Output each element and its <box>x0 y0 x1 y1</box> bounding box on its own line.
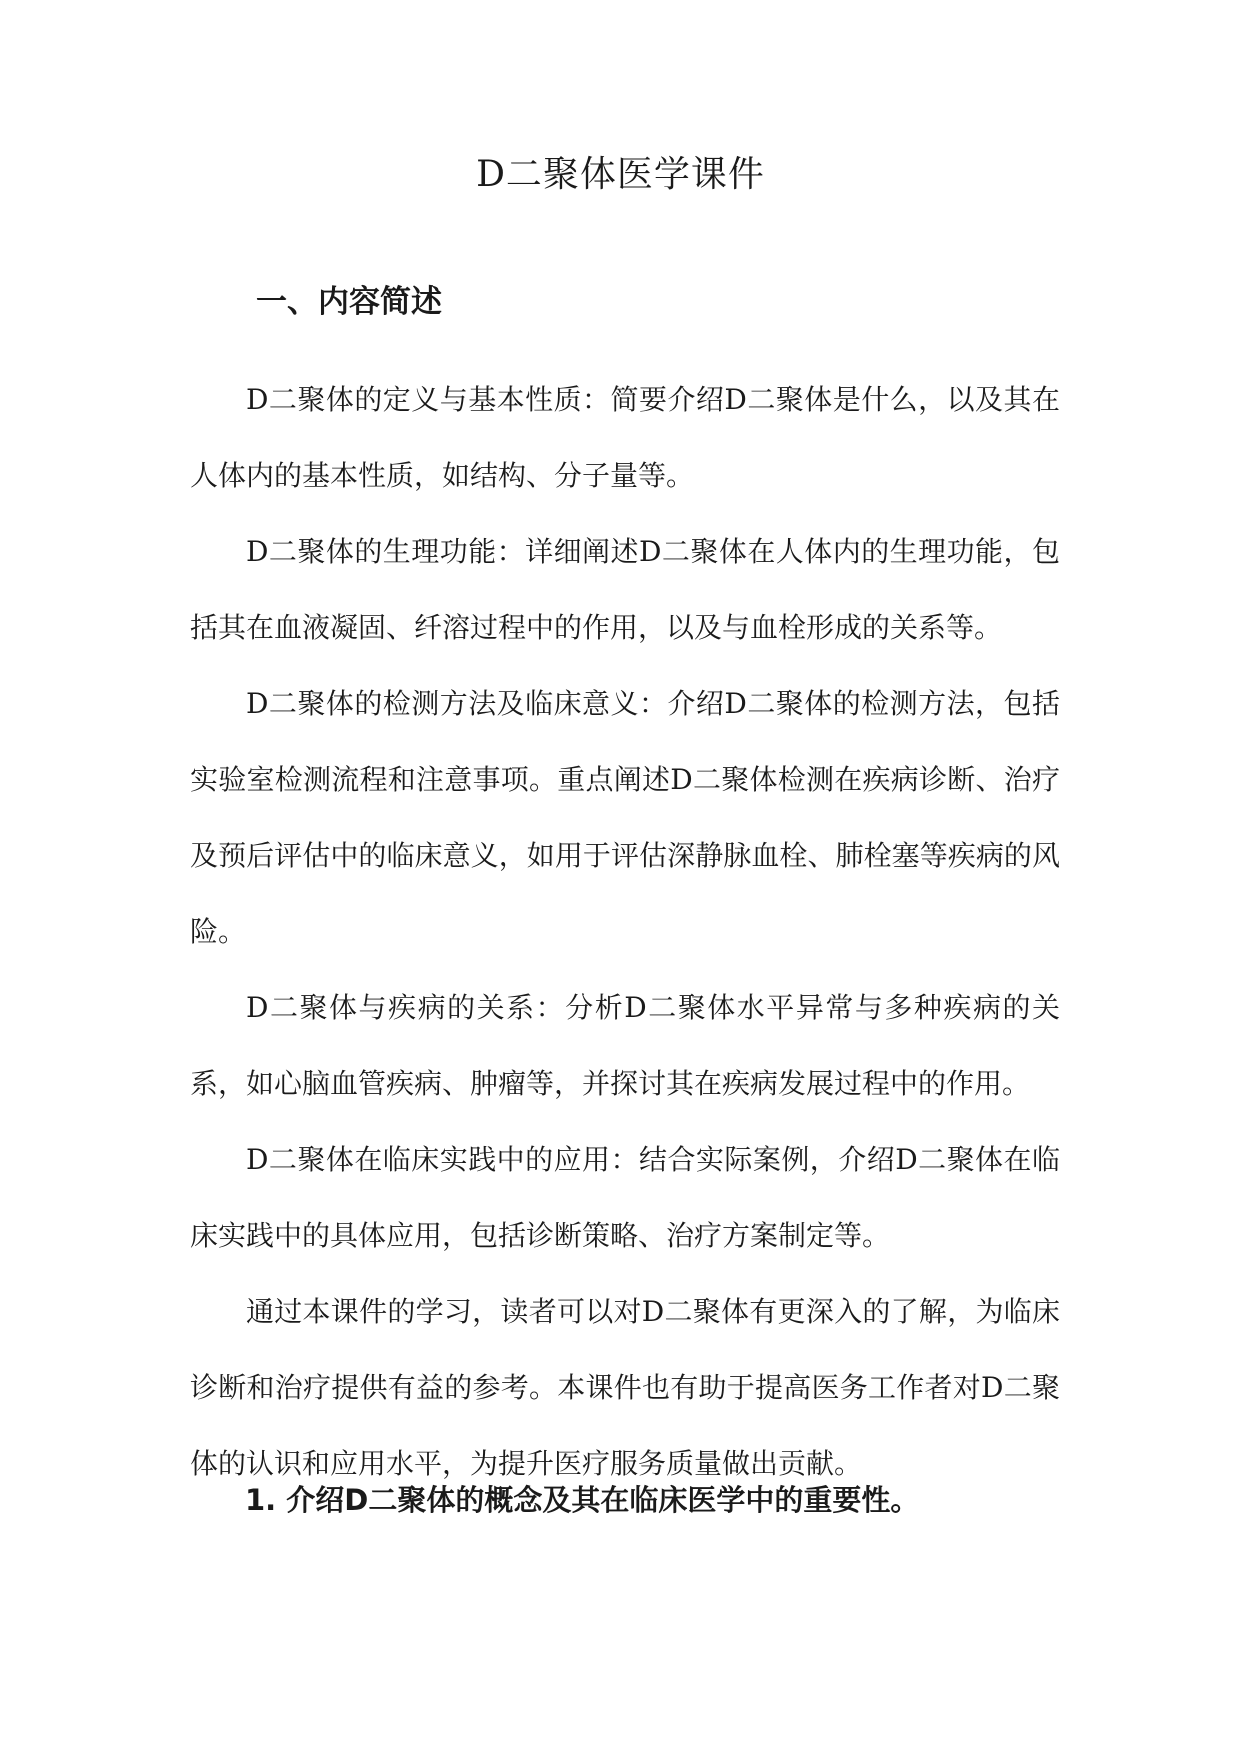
paragraph-definition: D二聚体的定义与基本性质：简要介绍D二聚体是什么，以及其在人体内的基本性质，如结构、分子量等。 <box>190 383 1060 492</box>
body-text <box>190 362 1060 1502</box>
paragraph-disease-relation: D二聚体与疾病的关系：分析D二聚体水平异常与多种疾病的关系，如心脑血管疾病、肿瘤等，并探讨其在疾病发展过程中的作用。 <box>190 991 1060 1100</box>
numbered-heading: 1. 介绍D二聚体的概念及其在临床医学中的重要性。 <box>245 1483 920 1517</box>
paragraph-physiology: D二聚体的生理功能：详细阐述D二聚体在人体内的生理功能，包括其在血液凝固、纤溶过程中的作用，以及与血栓形成的关系等。 <box>190 535 1060 644</box>
paragraph-detection: D二聚体的检测方法及临床意义：介绍D二聚体的检测方法，包括实验室检测流程和注意事项。重点阐述D二聚体检测在疾病诊断、治疗及预后评估中的临床意义，如用于评估深静脉血栓、肺栓塞等疾病的风险。 <box>190 687 1060 948</box>
document-title: D二聚体医学课件 <box>476 154 765 195</box>
paragraph-clinical-application: D二聚体在临床实践中的应用：结合实际案例，介绍D二聚体在临床实践中的具体应用，包括诊断策略、治疗方案制定等。 <box>190 1143 1060 1252</box>
section-heading: 一、内容简述 <box>256 284 442 320</box>
paragraph-summary: 通过本课件的学习，读者可以对D二聚体有更深入的了解，为临床诊断和治疗提供有益的参考。本课件也有助于提高医务工作者对D二聚体的认识和应用水平，为提升医疗服务质量做出贡献。 <box>190 1295 1060 1480</box>
